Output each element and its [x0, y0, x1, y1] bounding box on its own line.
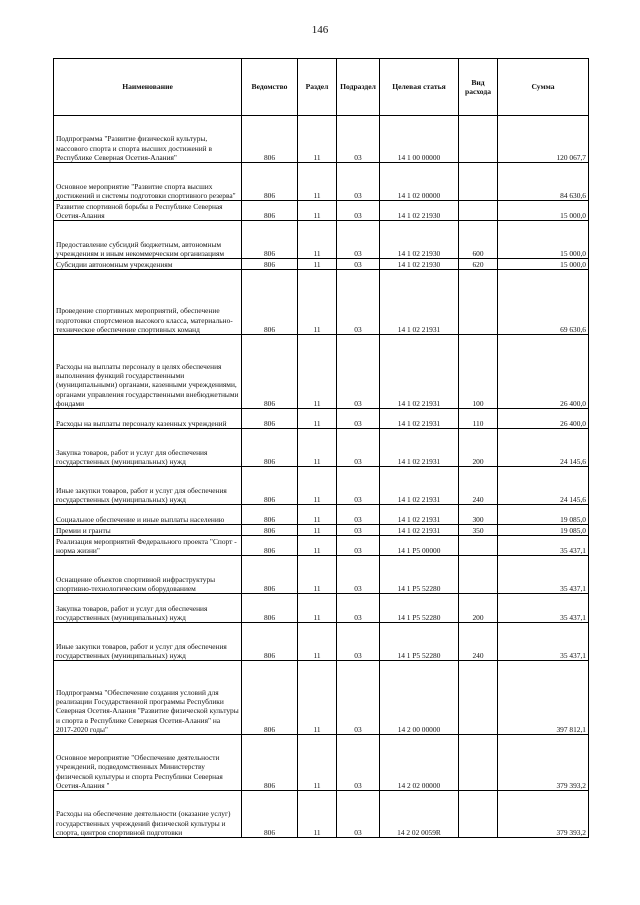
row-statya: 14 2 00 00000	[380, 661, 459, 735]
row-podrazdel: 03	[337, 335, 380, 409]
row-vedomstvo: 806	[242, 791, 298, 838]
row-vid	[459, 116, 498, 163]
row-statya: 14 1 P5 00000	[380, 536, 459, 556]
row-statya: 14 1 02 21930	[380, 259, 459, 270]
row-summa: 19 085,0	[498, 505, 589, 525]
row-summa: 24 145,6	[498, 429, 589, 467]
row-vid: 300	[459, 505, 498, 525]
row-vedomstvo: 806	[242, 536, 298, 556]
row-statya: 14 1 P5 52280	[380, 594, 459, 623]
row-razdel: 11	[298, 525, 337, 536]
row-vedomstvo: 806	[242, 467, 298, 505]
table-row	[54, 536, 589, 556]
row-name: Премии и гранты	[54, 525, 242, 536]
budget-table	[53, 58, 589, 838]
row-vedomstvo: 806	[242, 221, 298, 259]
row-razdel: 11	[298, 335, 337, 409]
table-row	[54, 429, 589, 467]
row-summa: 24 145,6	[498, 467, 589, 505]
row-statya: 14 1 02 21931	[380, 505, 459, 525]
table-row	[54, 661, 589, 735]
row-summa: 19 085,0	[498, 525, 589, 536]
table-row	[54, 335, 589, 409]
row-vedomstvo: 806	[242, 594, 298, 623]
row-vid: 110	[459, 409, 498, 429]
row-name: Подпрограмма "Развитие физической культуры, массового спорта и спорта высших достижений в Республике Северная Осетия-Алания"	[54, 116, 242, 163]
row-statya: 14 1 00 00000	[380, 116, 459, 163]
row-name: Основное мероприятие "Развитие спорта высших достижений и системы подготовки спортивного резерва"	[54, 163, 242, 201]
row-podrazdel: 03	[337, 594, 380, 623]
row-vid: 100	[459, 335, 498, 409]
row-razdel: 11	[298, 409, 337, 429]
header-vedomstvo: Ведомство	[242, 59, 298, 116]
row-razdel: 11	[298, 556, 337, 594]
row-name: Иные закупки товаров, работ и услуг для обеспечения государственных (муниципальных) нужд	[54, 623, 242, 661]
header-name: Наименование	[54, 59, 242, 116]
row-vedomstvo: 806	[242, 661, 298, 735]
row-statya: 14 1 02 21931	[380, 335, 459, 409]
table-row	[54, 505, 589, 525]
row-razdel: 11	[298, 594, 337, 623]
table-row	[54, 163, 589, 201]
table-row	[54, 270, 589, 335]
row-vedomstvo: 806	[242, 201, 298, 221]
row-podrazdel: 03	[337, 409, 380, 429]
row-vid: 240	[459, 623, 498, 661]
row-podrazdel: 03	[337, 221, 380, 259]
row-name: Развитие спортивной борьбы в Республике Северная Осетия-Алания	[54, 201, 242, 221]
row-razdel: 11	[298, 623, 337, 661]
row-vid	[459, 201, 498, 221]
row-name: Предоставление субсидий бюджетным, автономным учреждениям и иным некоммерческим организациям	[54, 221, 242, 259]
row-podrazdel: 03	[337, 525, 380, 536]
row-razdel: 11	[298, 429, 337, 467]
row-summa: 120 067,7	[498, 116, 589, 163]
row-razdel: 11	[298, 536, 337, 556]
row-name: Расходы на обеспечение деятельности (оказание услуг) государственных учреждений физической культуры и спорта, центров спортивной подготовки	[54, 791, 242, 838]
row-statya: 14 1 02 21931	[380, 270, 459, 335]
row-podrazdel: 03	[337, 270, 380, 335]
row-podrazdel: 03	[337, 556, 380, 594]
row-statya: 14 1 02 21931	[380, 467, 459, 505]
row-name: Расходы на выплаты персоналу казенных учреждений	[54, 409, 242, 429]
table-row	[54, 259, 589, 270]
row-podrazdel: 03	[337, 163, 380, 201]
row-statya: 14 1 P5 52280	[380, 623, 459, 661]
row-podrazdel: 03	[337, 623, 380, 661]
row-name: Иные закупки товаров, работ и услуг для обеспечения государственных (муниципальных) нужд	[54, 467, 242, 505]
row-name: Подпрограмма "Обеспечение создания условий для реализации Государственной программы Республики Северная Осетия-Алания "Развитие физической культуры и спорта в Республике Северная Осетия-Алания" на 2017-2020 годы"	[54, 661, 242, 735]
row-vedomstvo: 806	[242, 116, 298, 163]
row-vedomstvo: 806	[242, 335, 298, 409]
row-razdel: 11	[298, 116, 337, 163]
row-vedomstvo: 806	[242, 429, 298, 467]
row-podrazdel: 03	[337, 429, 380, 467]
row-summa: 35 437,1	[498, 594, 589, 623]
row-razdel: 11	[298, 505, 337, 525]
table-row	[54, 116, 589, 163]
row-razdel: 11	[298, 467, 337, 505]
row-razdel: 11	[298, 259, 337, 270]
row-statya: 14 1 P5 52280	[380, 556, 459, 594]
table-row	[54, 467, 589, 505]
row-vid	[459, 661, 498, 735]
header-statya: Целевая статья	[380, 59, 459, 116]
row-vid: 350	[459, 525, 498, 536]
row-podrazdel: 03	[337, 791, 380, 838]
row-name: Проведение спортивных мероприятий, обеспечение подготовки спортсменов высокого класса, материально-техническое обеспечение спортивных команд	[54, 270, 242, 335]
row-razdel: 11	[298, 661, 337, 735]
row-name: Реализация мероприятий Федерального проекта "Спорт - норма жизни"	[54, 536, 242, 556]
row-vid	[459, 163, 498, 201]
row-vedomstvo: 806	[242, 409, 298, 429]
table-row	[54, 556, 589, 594]
row-summa: 379 393,2	[498, 791, 589, 838]
row-vid	[459, 791, 498, 838]
row-podrazdel: 03	[337, 259, 380, 270]
row-vid	[459, 556, 498, 594]
row-summa: 15 000,0	[498, 201, 589, 221]
row-razdel: 11	[298, 791, 337, 838]
header-vid: Вид расхода	[459, 59, 498, 116]
row-summa: 15 000,0	[498, 259, 589, 270]
row-razdel: 11	[298, 735, 337, 791]
header-summa: Сумма	[498, 59, 589, 116]
row-vid: 240	[459, 467, 498, 505]
row-statya: 14 1 02 00000	[380, 163, 459, 201]
header-razdel: Раздел	[298, 59, 337, 116]
row-name: Основное мероприятие "Обеспечение деятельности учреждений, подведомственных Министерству физической культуры и спорта Республики Северная Осетия-Алания "	[54, 735, 242, 791]
row-vid: 200	[459, 429, 498, 467]
row-vid: 600	[459, 221, 498, 259]
row-summa: 69 630,6	[498, 270, 589, 335]
row-vedomstvo: 806	[242, 163, 298, 201]
row-razdel: 11	[298, 221, 337, 259]
row-vedomstvo: 806	[242, 270, 298, 335]
row-statya: 14 2 02 0059R	[380, 791, 459, 838]
table-row	[54, 201, 589, 221]
row-summa: 397 812,1	[498, 661, 589, 735]
row-summa: 379 393,2	[498, 735, 589, 791]
row-statya: 14 1 02 21931	[380, 525, 459, 536]
row-vedomstvo: 806	[242, 623, 298, 661]
row-vedomstvo: 806	[242, 505, 298, 525]
row-vid: 200	[459, 594, 498, 623]
row-razdel: 11	[298, 201, 337, 221]
row-razdel: 11	[298, 163, 337, 201]
row-vid	[459, 735, 498, 791]
row-vid	[459, 270, 498, 335]
table-row	[54, 525, 589, 536]
row-name: Оснащение объектов спортивной инфраструктуры спортивно-технологическим оборудованием	[54, 556, 242, 594]
row-name: Закупка товаров, работ и услуг для обеспечения государственных (муниципальных) нужд	[54, 429, 242, 467]
row-podrazdel: 03	[337, 661, 380, 735]
row-podrazdel: 03	[337, 505, 380, 525]
table-row	[54, 409, 589, 429]
page-number: 146	[311, 24, 329, 36]
row-name: Закупка товаров, работ и услуг для обеспечения государственных (муниципальных) нужд	[54, 594, 242, 623]
row-statya: 14 1 02 21931	[380, 409, 459, 429]
table-row	[54, 791, 589, 838]
row-podrazdel: 03	[337, 536, 380, 556]
table-row	[54, 221, 589, 259]
header-podrazdel: Подраздел	[337, 59, 380, 116]
row-summa: 35 437,1	[498, 536, 589, 556]
row-vid	[459, 536, 498, 556]
row-statya: 14 1 02 21930	[380, 201, 459, 221]
row-statya: 14 1 02 21930	[380, 221, 459, 259]
row-podrazdel: 03	[337, 116, 380, 163]
row-statya: 14 2 02 00000	[380, 735, 459, 791]
row-name: Расходы на выплаты персоналу в целях обеспечения выполнения функций государственными (муниципальными) органами, казенными учреждениями, органами управления государственными внебюджетными фондами	[54, 335, 242, 409]
row-vedomstvo: 806	[242, 556, 298, 594]
table-row	[54, 623, 589, 661]
header-row	[54, 59, 589, 116]
row-summa: 35 437,1	[498, 623, 589, 661]
row-name: Социальное обеспечение и иные выплаты населению	[54, 505, 242, 525]
table-row	[54, 735, 589, 791]
row-podrazdel: 03	[337, 467, 380, 505]
row-vedomstvo: 806	[242, 735, 298, 791]
row-name: Субсидии автономным учреждениям	[54, 259, 242, 270]
row-razdel: 11	[298, 270, 337, 335]
row-summa: 15 000,0	[498, 221, 589, 259]
row-summa: 26 400,0	[498, 409, 589, 429]
row-vedomstvo: 806	[242, 259, 298, 270]
row-vid: 620	[459, 259, 498, 270]
row-vedomstvo: 806	[242, 525, 298, 536]
row-statya: 14 1 02 21931	[380, 429, 459, 467]
row-summa: 35 437,1	[498, 556, 589, 594]
row-podrazdel: 03	[337, 201, 380, 221]
table-row	[54, 594, 589, 623]
row-summa: 84 630,6	[498, 163, 589, 201]
row-podrazdel: 03	[337, 735, 380, 791]
row-summa: 26 400,0	[498, 335, 589, 409]
